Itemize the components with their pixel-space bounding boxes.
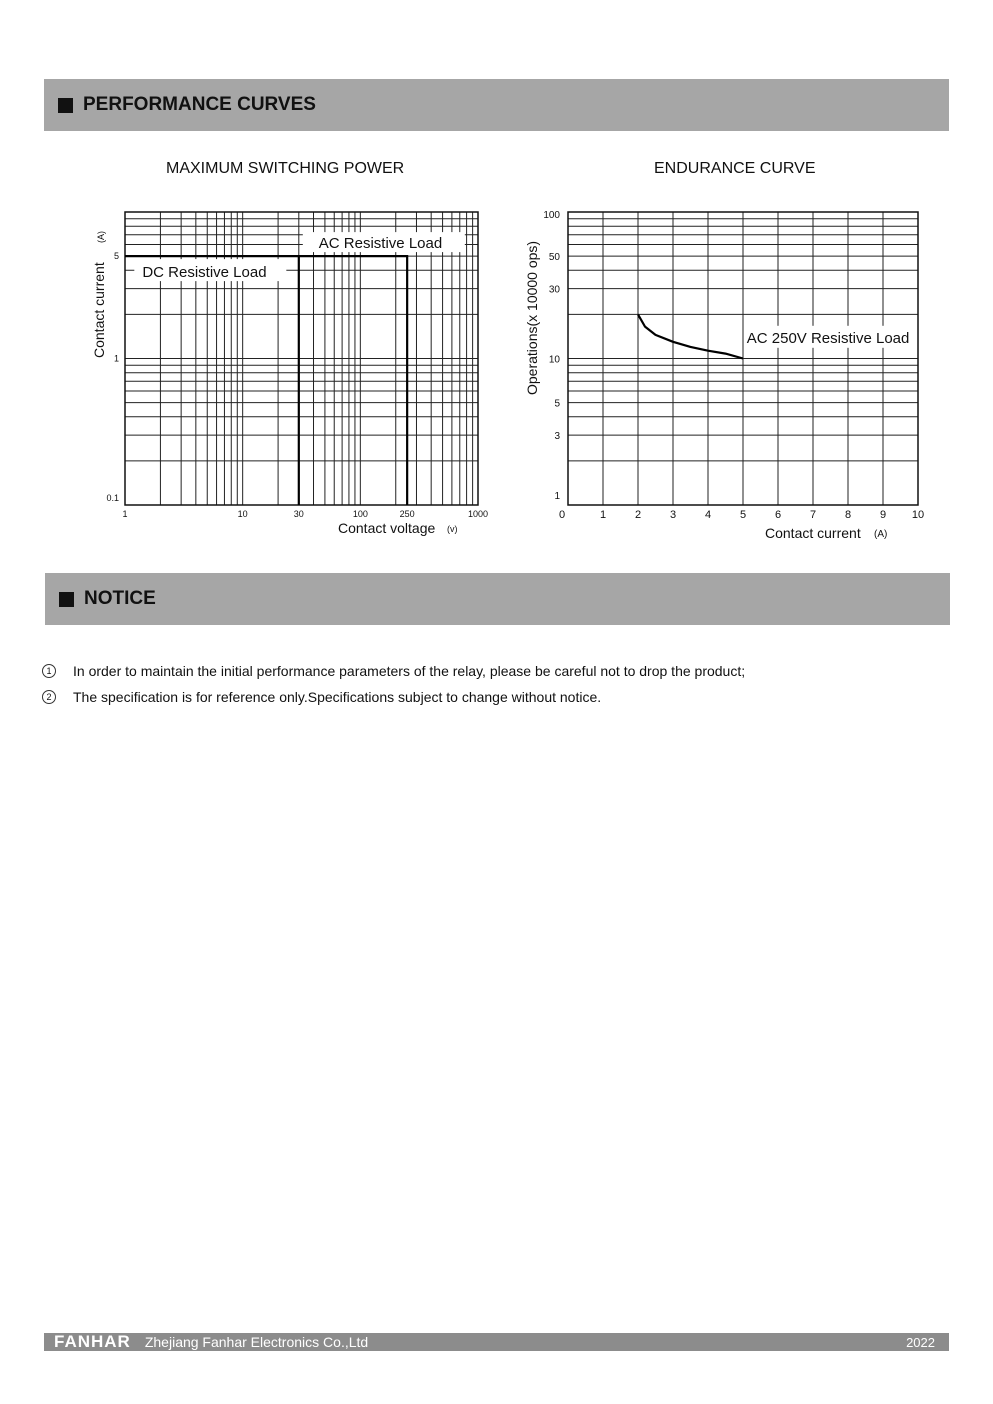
- chart-title-max-switching-power: MAXIMUM SWITCHING POWER: [166, 160, 405, 177]
- x-tick-label: 7: [809, 509, 817, 521]
- series-label-dc: DC Resistive Load: [142, 264, 267, 282]
- y-tick-label: 30: [548, 284, 560, 296]
- company-name: Zhejiang Fanhar Electronics Co.,Ltd: [144, 1334, 369, 1350]
- circled-number-icon: 1: [42, 664, 56, 678]
- x-tick-label: 8: [844, 509, 852, 521]
- y-axis-label: Contact current: [91, 262, 107, 358]
- x-axis-unit: (A): [874, 529, 888, 540]
- y-tick-label: 10: [548, 354, 560, 366]
- footer-bar: [44, 1333, 949, 1351]
- endurance-curve-chart: [0, 0, 993, 560]
- y-tick-label: 1: [113, 353, 119, 364]
- y-tick-label: 100: [543, 210, 560, 221]
- x-tick-label: 10: [911, 509, 925, 521]
- x-tick-label: 5: [739, 509, 747, 521]
- x-tick-label: 6: [774, 509, 782, 521]
- circled-number-icon: 2: [42, 690, 56, 704]
- x-tick-label: 1: [122, 509, 128, 519]
- x-tick-label: 9: [879, 509, 887, 521]
- x-tick-label: 3: [669, 509, 677, 521]
- y-tick-label: 1: [554, 491, 560, 502]
- notice-item: [42, 689, 601, 705]
- x-tick-label: 250: [399, 509, 415, 519]
- x-tick-label: 100: [352, 509, 368, 519]
- series-line-endurance: [638, 314, 743, 358]
- section-title: NOTICE: [84, 588, 156, 609]
- notice-item: [42, 663, 745, 679]
- y-tick-label: 50: [548, 252, 560, 264]
- chart-title-endurance-curve: ENDURANCE CURVE: [654, 160, 816, 177]
- x-tick-label: 30: [293, 509, 304, 519]
- y-axis-unit: (A): [96, 231, 106, 243]
- x-tick-label: 1: [599, 509, 607, 521]
- y-tick-label: 5: [554, 398, 560, 410]
- x-tick-label: 0: [558, 509, 566, 521]
- y-tick-label: 0.1: [106, 493, 119, 503]
- section-title: PERFORMANCE CURVES: [83, 94, 316, 115]
- notice-text: In order to maintain the initial performance parameters of the relay, please be careful not to drop the product;: [73, 663, 746, 679]
- square-bullet-icon: [59, 592, 74, 607]
- y-tick-label: 3: [554, 431, 560, 443]
- x-tick-label: 4: [704, 509, 712, 521]
- y-tick-label: 5: [113, 251, 119, 262]
- notice-text: The specification is for reference only.Specifications subject to change without notice.: [73, 689, 602, 705]
- y-axis-label: Operations(x 10000 ops): [524, 240, 540, 395]
- x-tick-label: 1000: [467, 509, 489, 519]
- x-axis-label: Contact current: [765, 525, 861, 541]
- x-tick-label: 2: [634, 509, 642, 521]
- series-label-ac-250v: AC 250V Resistive Load: [746, 329, 910, 347]
- series-label-ac: AC Resistive Load: [318, 235, 443, 253]
- footer-year: 2022: [906, 1334, 935, 1350]
- x-axis-label: Contact voltage: [338, 520, 436, 536]
- section-header-notice: [45, 573, 950, 625]
- x-tick-label: 10: [237, 509, 248, 519]
- x-axis-unit: (v): [447, 524, 458, 534]
- brand-logo: FANHAR: [54, 1332, 131, 1351]
